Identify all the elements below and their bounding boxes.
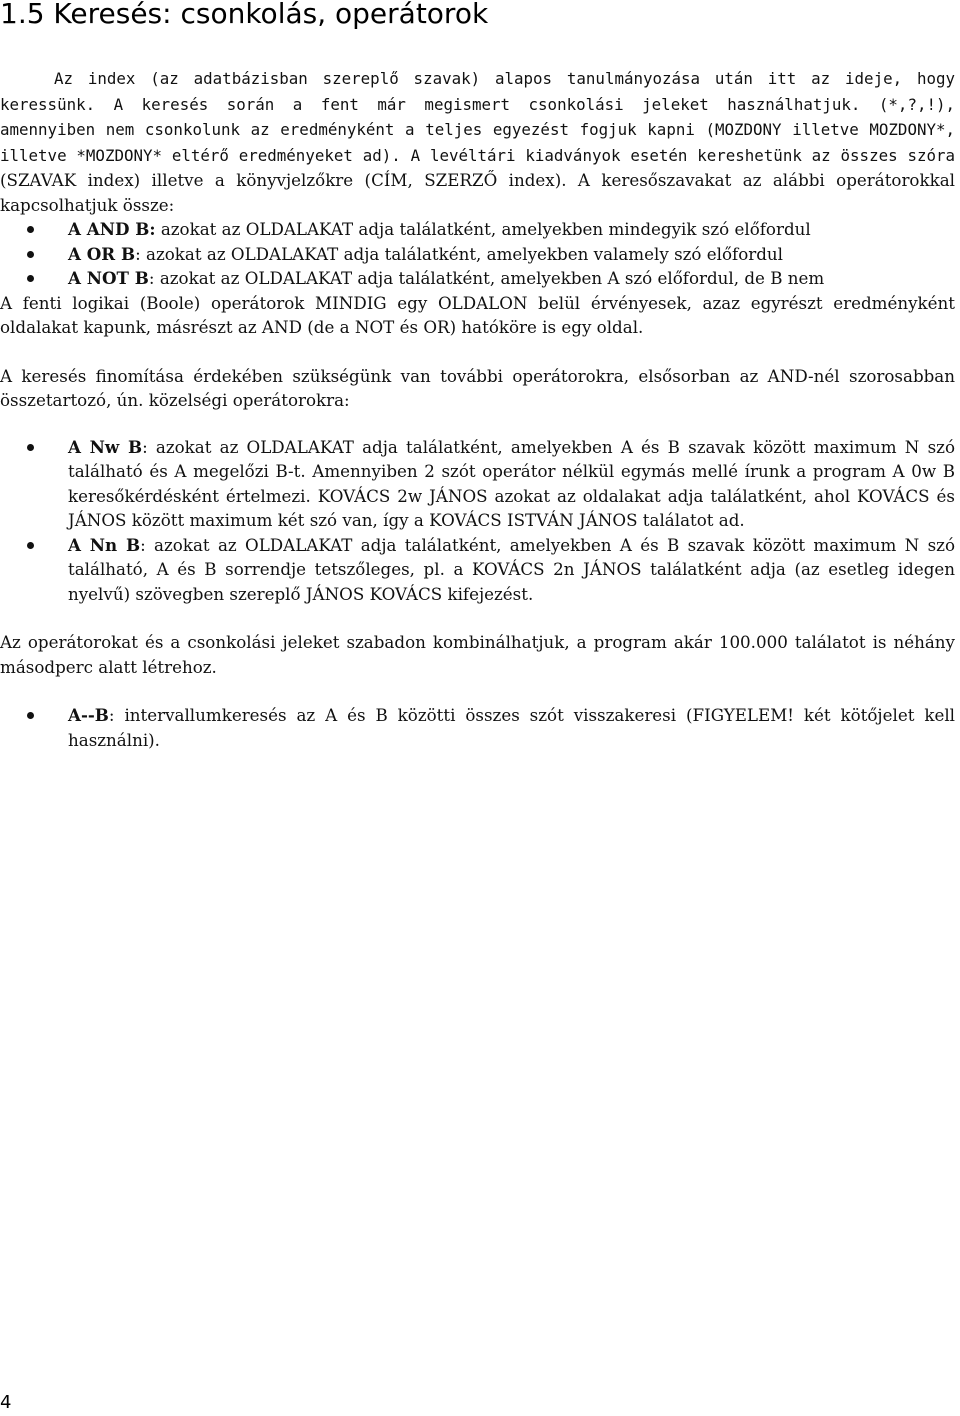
operator-description: : azokat az OLDALAKAT adja találatként, amelyekben A szó előfordul, de B nem — [148, 268, 825, 288]
operator-term: A--B — [68, 705, 109, 725]
operator-term: A OR B — [68, 243, 136, 264]
operator-term: A Nw B — [68, 436, 143, 457]
operator-term: A AND B: — [68, 219, 156, 239]
list-item — [0, 266, 955, 291]
operator-term: A Nn B — [68, 534, 141, 555]
spacer — [0, 413, 955, 435]
intro-text-serif: (SZAVAK index) illetve a könyvjelzőkre (CÍM, SZERZŐ index). A keresőszavakat az alábbi operátorokkal kapcsolhatjuk össze: — [0, 170, 955, 215]
range-operator-list — [0, 703, 955, 752]
proximity-intro-paragraph: A keresés finomítása érdekében szükségünk van további operátorokra, elsősorban az AND-nél szorosabban összetartozó, ún. közelségi operátorokra: — [0, 365, 955, 410]
list-item — [0, 703, 955, 752]
operator-term: A NOT B — [68, 268, 149, 288]
page-number: 4 — [0, 1392, 12, 1413]
list-item — [0, 242, 955, 267]
proximity-operator-list — [0, 435, 955, 607]
boole-paragraph: A fenti logikai (Boole) operátorok MINDIG egy OLDALON belül érvényesek, azaz egyrészt eredményként oldalakat kapunk, másrészt az AND (de a NOT és OR) hatóköre is egy oldal. — [0, 292, 955, 337]
intro-text-mono: Az index (az adatbázisban szereplő szavak) alapos tanulmányozása után itt az ideje, hogy keressünk. A keresés során a fent már megismert csonkolási jeleket használhatjuk. (*,?,!), amennyiben nem csonkolunk az eredményként a teljes egyezést fogjuk kapni (MOZDONY illetve MOZDONY*, illetve *MOZDONY* eltérő eredményeket ad). A levéltári kiadványok esetén kereshetünk az összes szóra — [0, 69, 955, 165]
operator-description: : intervallumkeresés az A és B közötti összes szót visszakeresi (FIGYELEM! két kötőjelet kell használni). — [68, 705, 955, 750]
spacer — [0, 340, 955, 364]
intro-paragraph — [0, 66, 955, 217]
operator-description: azokat az OLDALAKAT adja találatként, amelyekben mindegyik szó előfordul — [155, 219, 811, 239]
list-item — [0, 435, 955, 533]
list-item — [0, 533, 955, 607]
spacer — [0, 606, 955, 630]
list-item — [0, 217, 955, 242]
operator-description: : azokat az OLDALAKAT adja találatként, amelyekben A és B szavak között maximum N szó található és A megelőzi B-t. Amennyiben 2 szót operátor nélkül egymás mellé írunk a program A 0w B keresőkérdésként értelmezi. KOVÁCS 2w JÁNOS azokat az oldalakat adja találatként, ahol KOVÁCS és JÁNOS között maximum két szó van, így a KOVÁCS ISTVÁN JÁNOS találatot ad. — [68, 436, 955, 530]
spacer — [0, 679, 955, 703]
page-title: 1.5 Keresés: csonkolás, operátorok — [0, 0, 489, 30]
combine-paragraph: Az operátorokat és a csonkolási jeleket szabadon kombinálhatjuk, a program akár 100.000 találatot is néhány másodperc alatt létrehoz. — [0, 632, 955, 677]
operator-description: : azokat az OLDALAKAT adja találatként, amelyekben valamely szó előfordul — [135, 243, 784, 264]
document-body — [0, 66, 955, 752]
operator-description: : azokat az OLDALAKAT adja találatként, amelyekben A és B szavak között maximum N szó található, A és B sorrendje tetszőleges, pl. a KOVÁCS 2n JÁNOS találatként adja (az esetleg idegen nyelvű) szövegben szereplő JÁNOS KOVÁCS kifejezést. — [68, 534, 956, 604]
boolean-operator-list — [0, 217, 955, 291]
